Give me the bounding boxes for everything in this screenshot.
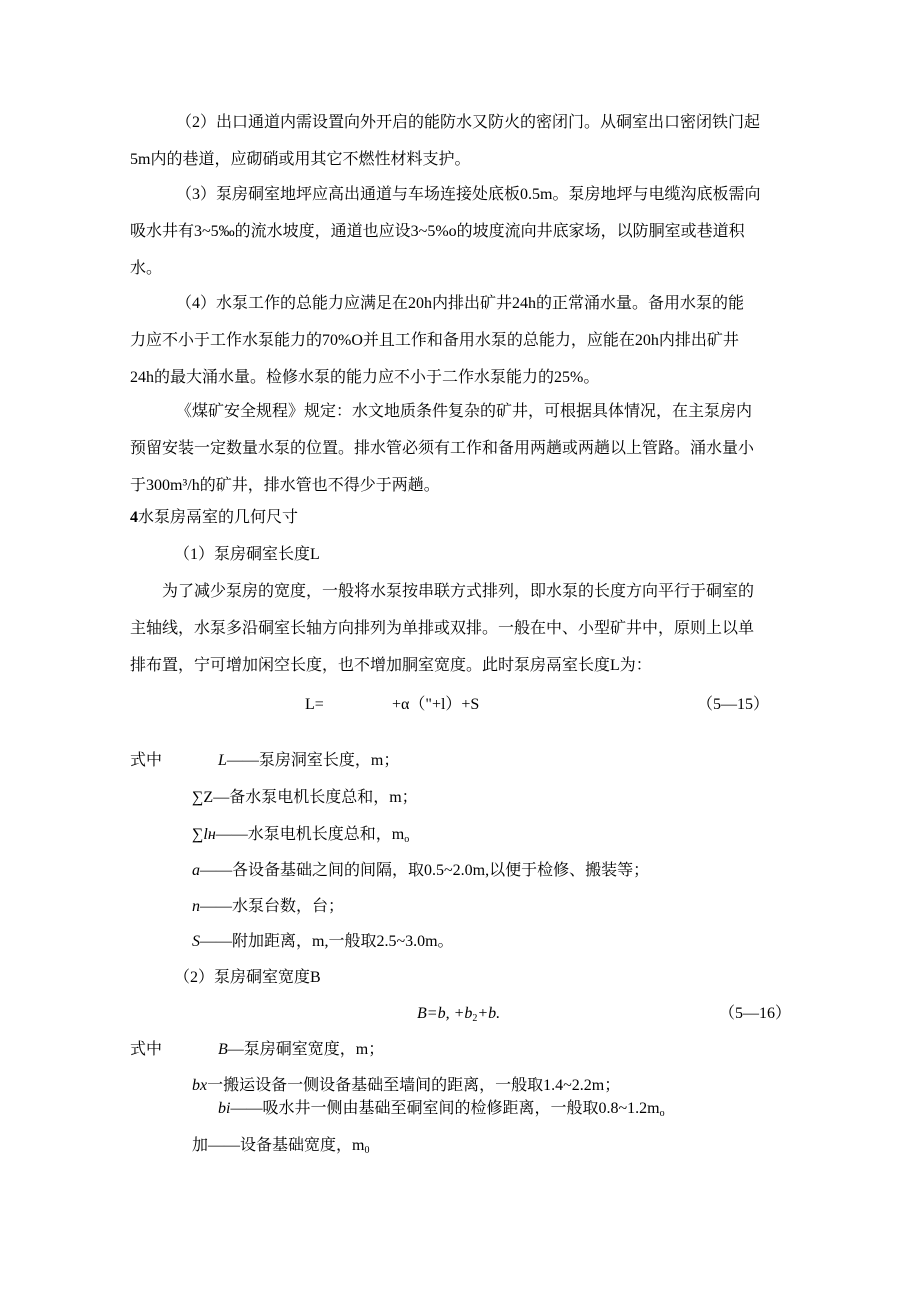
formula-part: +b.: [477, 1005, 501, 1022]
definition-text: ——水泵台数，台；: [200, 898, 345, 915]
definition-item: [218, 1040, 384, 1060]
where-label: 式中: [130, 752, 163, 769]
text-line: 5m内的巷道，应砌硝或用其它不燃性材料支护。: [130, 151, 471, 168]
text-line: 排布置，宁可增加闲空长度，也不增加胴室宽度。此时泵房鬲室长度L为：: [130, 657, 652, 674]
definition-item: [192, 932, 454, 952]
where-label: 式中: [130, 1041, 163, 1058]
symbol: bi: [218, 1100, 231, 1117]
paragraph-safety-rules: [130, 393, 794, 504]
text-line: （4）水泵工作的总能力应满足在20h内排出矿井24h的正常涌水量。备用水泵的能: [176, 295, 745, 312]
definition-text: 一搬运设备一侧设备基础至墙间的距离，一般取1.4~2.2m；: [207, 1077, 621, 1094]
paragraph-pump-arrangement: [130, 573, 794, 684]
formula-number: （5—15）: [697, 696, 770, 713]
text-line: 主轴线，水泵多沿硐室长轴方向排列为单排或双排。一般在中、小型矿井中，原则上以单: [130, 620, 755, 637]
definition-text: ——吸水井一侧由基础至硐室间的检修距离，一般取0.8~1.2m: [230, 1100, 660, 1117]
paragraph-floor-level: [130, 176, 794, 287]
text-line: 预留安装一定数量水泵的位置。排水管必须有工作和备用两趟或两趟以上管路。涌水量小: [130, 440, 755, 457]
text-line: 为了减少泵房的宽度，一般将水泵按串联方式排列，即水泵的长度方向平行于硐室的: [162, 583, 755, 600]
definition-text: —泵房硐室宽度，m；: [227, 1041, 385, 1058]
text-line: 于300m³/h的矿井，排水管也不得少于两趟。: [130, 477, 440, 494]
symbol: S: [192, 933, 200, 950]
formula-part: B=b, +b: [417, 1005, 473, 1022]
paragraph-pump-capacity: [130, 285, 794, 396]
definition-text: ——各设备基础之间的间隔，取0.5~2.0m,以便于检修、搬装等；: [200, 862, 650, 879]
definition-item: [192, 861, 649, 881]
text-line: （2）出口通道内需设置向外开启的能防水又防火的密闭门。从硐室出口密闭铁门起: [176, 114, 761, 131]
text-line: 24h的最大涌水量。检修水泵的能力应不小于二作水泵能力的25%。: [130, 369, 600, 386]
subheading-length: （1）泵房硐室长度L: [174, 546, 320, 563]
formula-length-rhs: +α（"+l）+S: [392, 696, 480, 713]
symbol: 加: [192, 1137, 209, 1154]
symbol: n: [192, 898, 200, 915]
definition-text: ——泵房洞室长度，m；: [226, 752, 400, 769]
definition-item: [192, 1136, 369, 1156]
subheading-width: （2）泵房硐室宽度B: [174, 969, 321, 986]
symbol: B: [218, 1041, 228, 1058]
definition-text: —备水泵电机长度总和，m；: [213, 789, 418, 806]
symbol: L: [218, 752, 227, 769]
definition-item: [218, 1099, 665, 1119]
subscript: 2: [472, 1013, 478, 1024]
symbol: a: [192, 862, 200, 879]
symbol: bx: [192, 1077, 208, 1094]
text-line: 吸水井有3~5‰的流水坡度，通道也应设3~5%o的坡度流向井底家场，以防胴室或巷道积: [130, 223, 745, 240]
section-title: 水泵房鬲室的几何尺寸: [138, 509, 299, 526]
section-number: 4: [130, 509, 138, 526]
subscript: 0: [364, 1145, 370, 1156]
definition-item: [192, 825, 409, 845]
section-heading: [130, 508, 298, 528]
symbol: ∑Z: [192, 789, 214, 806]
definition-item: [192, 897, 344, 917]
formula-width: [417, 1004, 500, 1024]
definition-text: ——水泵电机长度总和，m: [215, 826, 405, 843]
symbol: ∑lн: [192, 826, 216, 843]
definition-text: ——附加距离，m,一般取2.5~3.0m。: [200, 933, 454, 950]
text-line: 力应不小于工作水泵能力的70%O并且工作和备用水泵的总能力，应能在20h内排出矿井: [130, 332, 739, 349]
text-line: 水。: [130, 260, 163, 277]
subscript: o: [659, 1108, 665, 1119]
definition-item: [192, 788, 418, 808]
paragraph-exit-door: [130, 104, 794, 178]
definition-item: [192, 1076, 620, 1096]
text-line: （3）泵房硐室地坪应高出通道与车场连接处底板0.5m。泵房地坪与电缆沟底板需向: [176, 186, 761, 203]
definition-item: [218, 751, 399, 771]
formula-length-lhs: L=: [305, 696, 324, 713]
formula-number: （5—16）: [719, 1005, 792, 1022]
definition-text: ——设备基础宽度，m: [208, 1137, 365, 1154]
text-line: 《煤矿安全规程》规定：水文地质条件复杂的矿井，可根据具体情况，在主泵房内: [176, 403, 753, 420]
subscript: o: [404, 834, 410, 845]
